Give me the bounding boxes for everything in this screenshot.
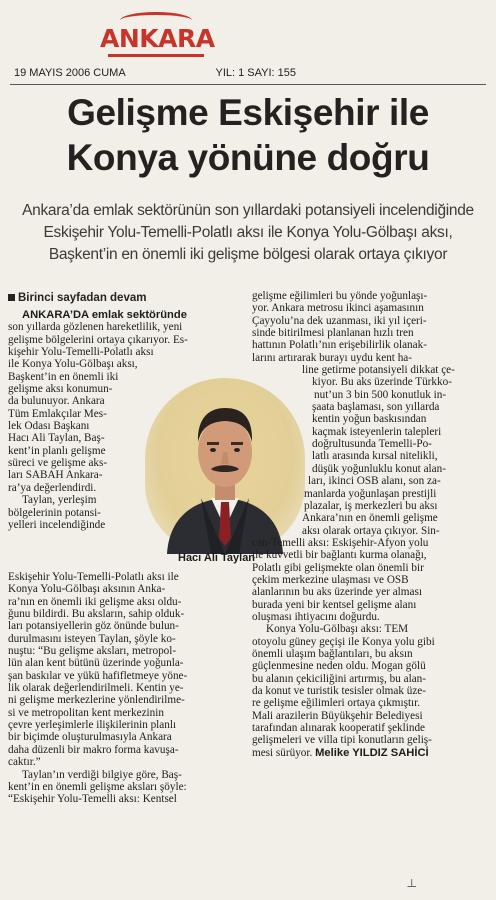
body-line: bir biçimde oluşturulmasıyla Ankara bbox=[8, 731, 172, 744]
body-line: sinde bitirilmesi planlanan hızlı tren bbox=[252, 327, 414, 340]
continued-kicker bbox=[8, 292, 146, 304]
body-line: ile Konya Yolu-Gölbaşı aksı, bbox=[8, 358, 138, 371]
body-line: bölgelerinin potansi- bbox=[8, 506, 101, 519]
body-line: güçlenmesine neden oldu. Mogan gölü bbox=[252, 660, 426, 673]
body-line: Tüm Emlakçılar Mes- bbox=[8, 407, 107, 420]
photo-caption: Hacı Ali Taylan bbox=[178, 552, 256, 564]
body-line: önemli ulaşım bağlantıları, bu aksın bbox=[252, 647, 413, 660]
body-line: manlarda yoğunlaşan prestijli bbox=[304, 487, 437, 500]
body-line: ra’ya değerlendirdi. bbox=[8, 481, 97, 494]
column-2 bbox=[252, 290, 490, 759]
body-line: lek Odası Başkanı bbox=[8, 420, 90, 433]
square-bullet-icon bbox=[8, 294, 15, 301]
body-line bbox=[252, 747, 490, 759]
body-line: tarafından alınarak kooperatif şeklinde bbox=[252, 722, 426, 735]
body-line: çevre yerleşimlerle ilişkilerinin planlı bbox=[8, 719, 177, 732]
body-line: bu alanın çekiciliğini artırmış, bu alan- bbox=[252, 672, 426, 685]
body-line: ğunu bildirdi. Bu aksların, sahip olduk- bbox=[8, 608, 185, 621]
body-line: Eskişehir Yolu-Temelli-Polatlı aksı ile bbox=[8, 571, 179, 583]
newspaper-logo bbox=[100, 10, 215, 56]
masthead-rule bbox=[10, 84, 486, 85]
body-line: otoyolu güney geçişi ile Konya yolu gibi bbox=[252, 635, 435, 648]
body-line: nuştu: “Bu gelişme aksları, metropol- bbox=[8, 645, 177, 658]
body-line: düşük yoğunluklu konut alan- bbox=[312, 462, 446, 475]
body-line: caktır.” bbox=[8, 756, 41, 769]
body-line: şan baskılar ve yükü hafifletmeye yöne- bbox=[8, 669, 188, 682]
body-line-text: mesi sürüyor. bbox=[252, 746, 313, 759]
body-line: hattının Polatlı’nın erişebilirlik olanak- bbox=[252, 339, 427, 352]
author-signature: Melike YILDIZ SAHİCİ bbox=[315, 746, 429, 759]
body-line bbox=[8, 309, 244, 321]
body-line: kaçmak isteyenlerin talepleri bbox=[312, 425, 442, 438]
body-line: lün alan kent bütünü üzerinde yoğunla- bbox=[8, 657, 184, 670]
body-line: şaata başlaması, son yıllarda bbox=[312, 401, 440, 414]
body-line: ları potansiyellerin göz önünde bulun- bbox=[8, 620, 179, 633]
body-line: kiyor. Bu aks üzerinde Türkko- bbox=[312, 376, 452, 389]
body-line: si ve metropolitan kent merkezinin bbox=[8, 706, 164, 719]
kicker-text: Birinci sayfadan devam bbox=[18, 292, 147, 304]
logo-text: ANKARA bbox=[100, 24, 215, 53]
body-line: can-Temelli aksı: Eskişehir-Afyon yolu bbox=[252, 536, 429, 549]
body-line: plazalar, iş merkezleri bu aksı bbox=[304, 499, 438, 512]
body-line: gelişme aksı konumun- bbox=[8, 383, 113, 396]
body-line: burada yeni bir kentsel gelişme alanı bbox=[252, 598, 417, 611]
body-line: kent’in en önemli gelişme aksları şöyle: bbox=[8, 780, 187, 793]
body-line: durulmasını isteyen Taylan, şöyle ko- bbox=[8, 632, 176, 645]
body-line: daha düzenli bir makro forma kavuşa- bbox=[8, 743, 179, 756]
body-line: Ankara’nın en önemli gelişme bbox=[302, 512, 438, 525]
body-line: re gelişme eğilimleri ortaya çıkmıştır. bbox=[252, 697, 421, 710]
body-line: yelleri incelendiğinde bbox=[8, 518, 106, 531]
body-line: “Eskişehir Yolu-Temelli aksı: Kentsel bbox=[8, 793, 177, 806]
column-1-lower bbox=[8, 571, 244, 806]
body-line: Mali arazilerin Büyükşehir Belediyesi bbox=[252, 709, 423, 722]
body-line: doğrultusunda Temelli-Po- bbox=[312, 438, 432, 451]
body-line: Konya Yolu-Gölbaşı aksının Anka- bbox=[8, 583, 166, 596]
body-line: lik olarak değerlendirilmeli. Kentin ye- bbox=[8, 682, 184, 695]
body-line: oluşması ihtiyacını doğurdu. bbox=[252, 610, 380, 623]
body-line: Polatlı gibi gelişmekte olan önemli bir bbox=[252, 561, 424, 574]
headline-line-2: Konya yönüne doğru bbox=[66, 137, 430, 178]
deck-line: Başkent’in en önemli iki gelişme bölgesi olarak ortaya çıkıyor bbox=[48, 246, 448, 263]
body-line: gelişmeleri ve villa tipi konutların geliş- bbox=[252, 734, 432, 747]
body-line: kent’in planlı gelişme bbox=[8, 444, 106, 457]
crop-mark-icon: ┴ bbox=[407, 879, 416, 893]
body-line: ları, ikinci OSB alanı, son za- bbox=[308, 475, 441, 488]
body-line: Çayyolu’na dek uzanması, iki yıl içeri- bbox=[252, 314, 427, 327]
body-line: latlı arasında kırsal nitelikli, bbox=[312, 450, 438, 463]
body-line: nut’un 3 bin 500 konutluk in- bbox=[314, 388, 447, 401]
deck-line: Eskişehir Yolu-Temelli-Polatlı aksı ile Konya Yolu-Gölbaşı aksı, bbox=[43, 224, 453, 241]
body-line: Taylan, yerleşim bbox=[22, 494, 97, 507]
body-line: süreci ve gelişme aks- bbox=[8, 457, 108, 470]
body-line: kentin yoğun baskısından bbox=[312, 413, 427, 426]
body-line: son yıllarda gözlenen hareketlilik, yeni bbox=[8, 321, 183, 334]
body-line: Başkent’in en önemli iki bbox=[8, 370, 119, 383]
body-line: Hacı Ali Taylan, Baş- bbox=[8, 432, 105, 445]
body-line: gelişme eğilimleri bu yönde yoğunlaşı- bbox=[252, 290, 428, 302]
body-line: line getirme potansiyeli dikkat çe- bbox=[302, 364, 455, 377]
deck-line: Ankara’da emlak sektörünün son yıllardaki potansiyeli incelendiğinde bbox=[22, 202, 474, 219]
body-line: çekim merkezine ulaşması ve OSB bbox=[252, 573, 409, 586]
body-line: aksı olarak ortaya çıkıyor. Sin- bbox=[302, 524, 440, 537]
body-line-text: ANKARA’DA emlak sektöründe bbox=[22, 309, 187, 321]
body-line: da bulunuyor. Ankara bbox=[8, 395, 105, 408]
body-line: alanlarının bu aks üzerinde yer alması bbox=[252, 586, 422, 599]
body-line: Konya Yolu-Gölbaşı aksı: TEM bbox=[266, 623, 409, 636]
body-line: ra’nın en önemli iki gelişme aksı oldu- bbox=[8, 595, 182, 608]
headline-line-1: Gelişme Eskişehir ile bbox=[67, 92, 429, 133]
body-line: Taylan’ın verdiği bilgiye göre, Baş- bbox=[22, 768, 182, 781]
body-line: gelişme bölgelerini ortaya çıkarıyor. Es- bbox=[8, 333, 188, 346]
body-line: ile kuvvetli bir bağlantı kurma olanağı, bbox=[252, 549, 427, 562]
deck bbox=[6, 200, 490, 266]
body-line: ları SABAH Ankara- bbox=[8, 469, 103, 482]
body-line: kişehir Yolu-Temelli-Polatlı aksı bbox=[8, 346, 154, 359]
body-line: da konut ve turistik tesisler olmak üze- bbox=[252, 685, 426, 697]
issue-number: YIL: 1 SAYI: 155 bbox=[215, 67, 296, 79]
body-line: larını artırarak burayı uydu kent ha- bbox=[252, 351, 412, 364]
body-line: yor. Ankara metrosu ikinci aşamasının bbox=[252, 302, 424, 315]
body-line: ni gelişme merkezlerine yönlendirilme- bbox=[8, 694, 185, 707]
logo-underline bbox=[108, 54, 204, 57]
headline bbox=[0, 90, 496, 180]
issue-date: 19 MAYIS 2006 CUMA bbox=[14, 67, 126, 79]
